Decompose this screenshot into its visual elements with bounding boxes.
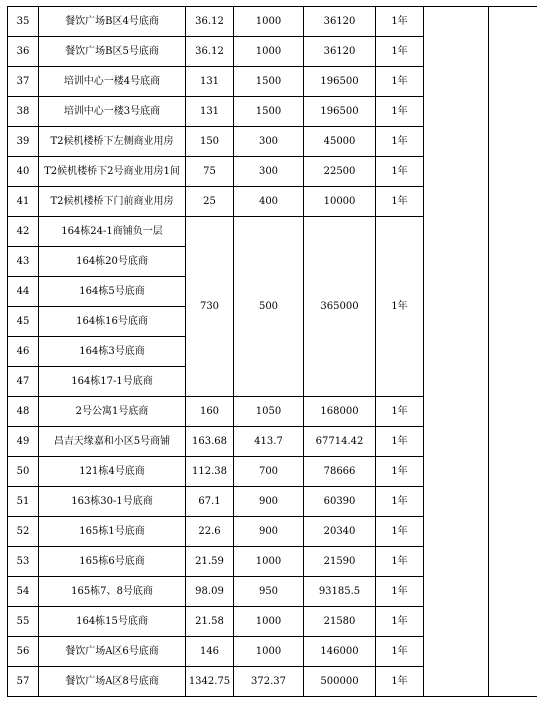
area-cell: 22.6 xyxy=(186,517,234,547)
property-name: 121栋4号底商 xyxy=(39,457,186,487)
area-cell: 98.09 xyxy=(186,577,234,607)
unit-price-cell: 900 xyxy=(234,517,304,547)
term-cell: 1年 xyxy=(376,37,424,67)
area-cell: 67.1 xyxy=(186,487,234,517)
unit-price-cell: 300 xyxy=(234,157,304,187)
property-name: 培训中心一楼4号底商 xyxy=(39,67,186,97)
unit-price-cell: 400 xyxy=(234,187,304,217)
row-number: 51 xyxy=(8,487,39,517)
row-number: 36 xyxy=(8,37,39,67)
property-name: 餐饮广场B区4号底商 xyxy=(39,7,186,37)
area-cell: 21.59 xyxy=(186,547,234,577)
row-number: 47 xyxy=(8,367,39,397)
term-cell: 1年 xyxy=(376,547,424,577)
area-cell: 730 xyxy=(186,217,234,397)
total-cell: 22500 xyxy=(304,157,376,187)
term-cell: 1年 xyxy=(376,397,424,427)
row-number: 44 xyxy=(8,277,39,307)
term-cell: 1年 xyxy=(376,427,424,457)
unit-price-cell: 1000 xyxy=(234,637,304,667)
row-number: 54 xyxy=(8,577,39,607)
row-number: 37 xyxy=(8,67,39,97)
total-cell: 168000 xyxy=(304,397,376,427)
term-cell: 1年 xyxy=(376,517,424,547)
unit-price-cell: 413.7 xyxy=(234,427,304,457)
total-cell: 146000 xyxy=(304,637,376,667)
total-cell: 45000 xyxy=(304,127,376,157)
area-cell: 131 xyxy=(186,67,234,97)
unit-price-cell: 1000 xyxy=(234,607,304,637)
area-cell: 36.12 xyxy=(186,37,234,67)
unit-price-cell: 700 xyxy=(234,457,304,487)
total-cell: 36120 xyxy=(304,7,376,37)
unit-price-cell: 1000 xyxy=(234,7,304,37)
row-number: 50 xyxy=(8,457,39,487)
row-number: 52 xyxy=(8,517,39,547)
total-cell: 20340 xyxy=(304,517,376,547)
term-cell: 1年 xyxy=(376,97,424,127)
property-name: T2候机楼桥下2号商业用房1间 xyxy=(39,157,186,187)
total-cell: 10000 xyxy=(304,187,376,217)
unit-price-cell: 1500 xyxy=(234,97,304,127)
table-row xyxy=(8,7,537,37)
property-name: 165栋6号底商 xyxy=(39,547,186,577)
rental-table xyxy=(7,6,537,697)
term-cell: 1年 xyxy=(376,127,424,157)
property-name: 164栋15号底商 xyxy=(39,607,186,637)
property-name: 昌吉天缘嘉和小区5号商铺 xyxy=(39,427,186,457)
area-cell: 160 xyxy=(186,397,234,427)
row-number: 35 xyxy=(8,7,39,37)
property-name: 163栋30-1号底商 xyxy=(39,487,186,517)
property-name: 餐饮广场A区8号底商 xyxy=(39,667,186,697)
term-cell: 1年 xyxy=(376,457,424,487)
property-name: T2候机楼桥下左侧商业用房 xyxy=(39,127,186,157)
property-name: 165栋1号底商 xyxy=(39,517,186,547)
term-cell: 1年 xyxy=(376,667,424,697)
term-cell: 1年 xyxy=(376,187,424,217)
total-cell: 21590 xyxy=(304,547,376,577)
row-number: 38 xyxy=(8,97,39,127)
total-cell: 93185.5 xyxy=(304,577,376,607)
total-cell: 196500 xyxy=(304,67,376,97)
total-cell: 67714.42 xyxy=(304,427,376,457)
unit-price-cell: 372.37 xyxy=(234,667,304,697)
property-name: 164栋20号底商 xyxy=(39,247,186,277)
property-name: 164栋3号底商 xyxy=(39,337,186,367)
row-number: 56 xyxy=(8,637,39,667)
row-number: 42 xyxy=(8,217,39,247)
row-number: 53 xyxy=(8,547,39,577)
total-cell: 21580 xyxy=(304,607,376,637)
unit-price-cell: 300 xyxy=(234,127,304,157)
term-cell: 1年 xyxy=(376,217,424,397)
unit-price-cell: 500 xyxy=(234,217,304,397)
blank-column xyxy=(424,7,489,697)
row-number: 57 xyxy=(8,667,39,697)
area-cell: 1342.75 xyxy=(186,667,234,697)
unit-price-cell: 900 xyxy=(234,487,304,517)
row-number: 49 xyxy=(8,427,39,457)
property-name: 培训中心一楼3号底商 xyxy=(39,97,186,127)
row-number: 45 xyxy=(8,307,39,337)
row-number: 41 xyxy=(8,187,39,217)
unit-price-cell: 1000 xyxy=(234,547,304,577)
total-cell: 60390 xyxy=(304,487,376,517)
total-cell: 365000 xyxy=(304,217,376,397)
term-cell: 1年 xyxy=(376,7,424,37)
property-name: 164栋17-1号底商 xyxy=(39,367,186,397)
property-name: 164栋24-1商铺负一层 xyxy=(39,217,186,247)
area-cell: 75 xyxy=(186,157,234,187)
unit-price-cell: 950 xyxy=(234,577,304,607)
row-number: 43 xyxy=(8,247,39,277)
area-cell: 21.58 xyxy=(186,607,234,637)
row-number: 40 xyxy=(8,157,39,187)
row-number: 55 xyxy=(8,607,39,637)
term-cell: 1年 xyxy=(376,637,424,667)
property-name: T2候机楼桥下门前商业用房 xyxy=(39,187,186,217)
unit-price-cell: 1500 xyxy=(234,67,304,97)
area-cell: 112.38 xyxy=(186,457,234,487)
area-cell: 146 xyxy=(186,637,234,667)
row-number: 46 xyxy=(8,337,39,367)
term-cell: 1年 xyxy=(376,157,424,187)
property-name: 餐饮广场B区5号底商 xyxy=(39,37,186,67)
area-cell: 36.12 xyxy=(186,7,234,37)
row-number: 48 xyxy=(8,397,39,427)
total-cell: 78666 xyxy=(304,457,376,487)
property-name: 164栋5号底商 xyxy=(39,277,186,307)
blank-column xyxy=(489,7,537,697)
term-cell: 1年 xyxy=(376,487,424,517)
area-cell: 25 xyxy=(186,187,234,217)
term-cell: 1年 xyxy=(376,577,424,607)
property-name: 2号公寓1号底商 xyxy=(39,397,186,427)
area-cell: 131 xyxy=(186,97,234,127)
table-body xyxy=(8,7,537,697)
property-name: 餐饮广场A区6号底商 xyxy=(39,637,186,667)
row-number: 39 xyxy=(8,127,39,157)
total-cell: 196500 xyxy=(304,97,376,127)
unit-price-cell: 1050 xyxy=(234,397,304,427)
term-cell: 1年 xyxy=(376,607,424,637)
term-cell: 1年 xyxy=(376,67,424,97)
area-cell: 163.68 xyxy=(186,427,234,457)
property-name: 164栋16号底商 xyxy=(39,307,186,337)
area-cell: 150 xyxy=(186,127,234,157)
total-cell: 36120 xyxy=(304,37,376,67)
property-name: 165栋7、8号底商 xyxy=(39,577,186,607)
total-cell: 500000 xyxy=(304,667,376,697)
unit-price-cell: 1000 xyxy=(234,37,304,67)
